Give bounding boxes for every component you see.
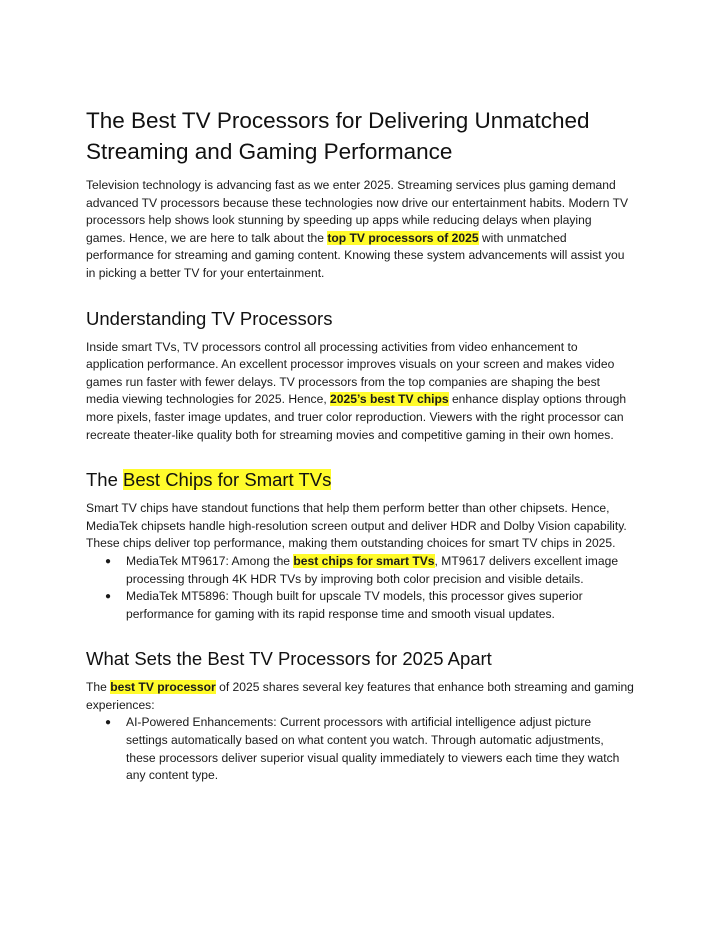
section1-text-2: enhance display options through more pixels, faster image updates, and truer color reproduction. Viewers with the right processor can recreate theater-like quality both for streaming movies and competitive gaming in their own homes. xyxy=(86,392,627,442)
section1-paragraph xyxy=(86,339,634,445)
section3-highlight-link[interactable]: best TV processor xyxy=(110,680,216,695)
section3-text-2: of 2025 shares several key features that enhance both streaming and gaming experiences: xyxy=(86,680,634,712)
section-heading-best-chips xyxy=(86,468,634,492)
intro-paragraph xyxy=(86,177,634,283)
bullet-icon: ● xyxy=(105,555,112,567)
list-item xyxy=(105,588,634,623)
intro-text-1: Television technology is advancing fast as we enter 2025. Streaming services plus gaming demand advanced TV processors because these technologies now drive our entertainment habits. Modern TV processors help shows look stunning by speeding up apps while reducing delays when playing games. Hence, we are here to talk about the xyxy=(86,178,629,245)
section3-paragraph xyxy=(86,679,634,714)
document-page xyxy=(86,105,634,785)
section2-bullet-list xyxy=(86,553,634,623)
section3-bullet-list xyxy=(86,714,634,784)
section-heading-what-sets-apart: What Sets the Best TV Processors for 2025 Apart xyxy=(86,648,492,670)
bullet-icon: ● xyxy=(105,717,112,729)
bullet-text: MediaTek MT5896: Though built for upscale TV models, this processor gives superior performance for gaming with its rapid response time and smooth visual updates. xyxy=(126,589,583,621)
bullet-text-1: MediaTek MT9617: Among the xyxy=(126,553,294,568)
intro-text-2: with unmatched performance for streaming and gaming content. Knowing these system advancements will assist you in picking a better TV for your entertainment. xyxy=(86,230,625,280)
page-title: The Best TV Processors for Delivering Unmatched Streaming and Gaming Performance xyxy=(86,108,590,164)
list-item xyxy=(105,553,634,588)
section1-highlight-link[interactable]: 2025’s best TV chips xyxy=(330,392,449,407)
section1-text-1: Inside smart TVs, TV processors control all processing activities from video enhancement to application performance. An excellent processor improves visuals on your screen and makes video games run faster with fewer delays. TV processors from the top companies are shaping the best media viewing technologies for 2025. Hence, xyxy=(86,339,615,407)
section3-text-1: The xyxy=(86,680,111,695)
section2-paragraph: Smart TV chips have standout functions that help them perform better than other chipsets. Hence, MediaTek chipsets handle high-resolution screen output and deliver HDR and Dolby Vision capability. These chips deliver top performance, making them outstanding choices for smart TV chips in 2025. xyxy=(86,501,627,551)
section-heading-understanding: Understanding TV Processors xyxy=(86,307,333,329)
section2-heading-highlight-link[interactable]: Best Chips for Smart TVs xyxy=(123,469,332,491)
bullet-text: AI-Powered Enhancements: Current processors with artificial intelligence adjust picture settings automatically based on what content you watch. Through automatic adjustments, these processors deliver superior visual quality immediately to viewers each time they watch any content type. xyxy=(126,715,620,783)
intro-highlight-link[interactable]: top TV processors of 2025 xyxy=(327,230,479,245)
bullet-icon: ● xyxy=(105,591,112,603)
list-item xyxy=(105,714,634,784)
bullet-highlight-link[interactable]: best chips for smart TVs xyxy=(293,553,435,568)
bullet-text-2: , MT9617 delivers excellent image processing through 4K HDR TVs by improving both color precision and visible details. xyxy=(126,553,619,586)
section2-heading-prefix: The xyxy=(86,469,124,491)
